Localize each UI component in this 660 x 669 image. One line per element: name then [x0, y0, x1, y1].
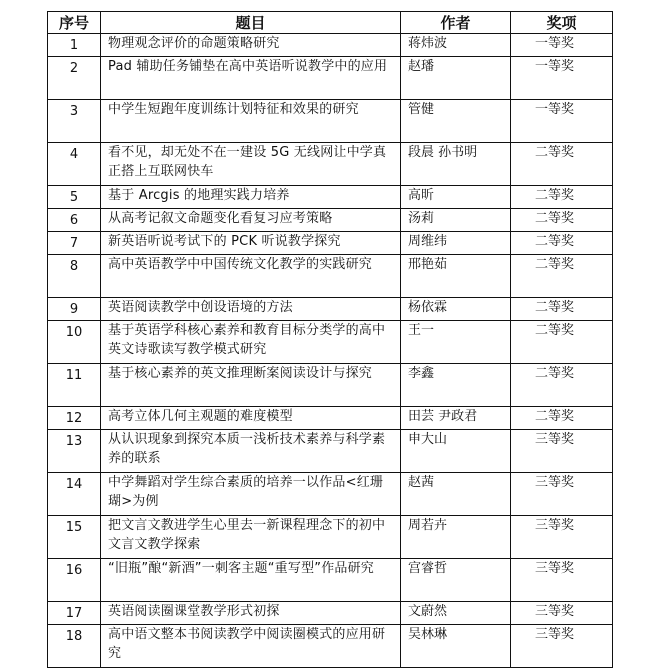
cell-no: 4: [48, 143, 101, 186]
cell-award: 二等奖: [511, 364, 613, 407]
table-row: [48, 298, 613, 321]
cell-no: 15: [48, 516, 101, 559]
cell-no: 13: [48, 430, 101, 473]
table-row: [48, 255, 613, 298]
cell-title: 基于英语学科核心素养和教育目标分类学的高中英文诗歌读写教学模式研究: [101, 321, 401, 364]
table-row: [48, 602, 613, 625]
cell-author: 邢艳茹: [401, 255, 511, 298]
cell-title: 英语阅读教学中创设语境的方法: [101, 298, 401, 321]
cell-title: Pad 辅助任务铺垫在高中英语听说教学中的应用: [101, 57, 401, 100]
cell-author: 蒋炜波: [401, 34, 511, 57]
cell-author: 周维纬: [401, 232, 511, 255]
table-row: [48, 364, 613, 407]
cell-title: 物理观念评价的命题策略研究: [101, 34, 401, 57]
cell-award: 三等奖: [511, 473, 613, 516]
table-row: [48, 34, 613, 57]
cell-author: 段晨 孙书明: [401, 143, 511, 186]
cell-no: 7: [48, 232, 101, 255]
header-award: 奖项: [511, 12, 613, 34]
cell-title: “旧瓶”酿“新酒”一刺客主题“重写型”作品研究: [101, 559, 401, 602]
cell-award: 二等奖: [511, 143, 613, 186]
cell-award: 二等奖: [511, 255, 613, 298]
cell-no: 14: [48, 473, 101, 516]
table-row: [48, 407, 613, 430]
cell-author: 管健: [401, 100, 511, 143]
cell-no: 5: [48, 186, 101, 209]
cell-author: 周若卉: [401, 516, 511, 559]
cell-award: 二等奖: [511, 186, 613, 209]
cell-award: 二等奖: [511, 321, 613, 364]
table-row: [48, 473, 613, 516]
cell-title: 中学舞蹈对学生综合素质的培养一以作品<红珊瑚>为例: [101, 473, 401, 516]
cell-title: 新英语听说考试下的 PCK 听说教学探究: [101, 232, 401, 255]
table-row: [48, 430, 613, 473]
cell-no: 3: [48, 100, 101, 143]
cell-no: 17: [48, 602, 101, 625]
table-row: [48, 559, 613, 602]
awards-table: [47, 11, 613, 668]
cell-author: 王一: [401, 321, 511, 364]
cell-no: 18: [48, 625, 101, 668]
cell-award: 三等奖: [511, 559, 613, 602]
cell-no: 9: [48, 298, 101, 321]
cell-no: 8: [48, 255, 101, 298]
cell-title: 高考立体几何主观题的难度模型: [101, 407, 401, 430]
header-author: 作者: [401, 12, 511, 34]
table-row: [48, 100, 613, 143]
cell-author: 申大山: [401, 430, 511, 473]
cell-author: 宫睿哲: [401, 559, 511, 602]
cell-title: 高中语文整本书阅读教学中阅读圈模式的应用研究: [101, 625, 401, 668]
cell-title: 英语阅读圈课堂教学形式初探: [101, 602, 401, 625]
cell-author: 文蔚然: [401, 602, 511, 625]
cell-title: 从认识现象到探究本质一浅析技术素养与科学素养的联系: [101, 430, 401, 473]
header-title: 题目: [101, 12, 401, 34]
table-row: [48, 232, 613, 255]
cell-award: 一等奖: [511, 100, 613, 143]
cell-title: 把文言文教进学生心里去一新课程理念下的初中文言文教学探索: [101, 516, 401, 559]
cell-title: 看不见，却无处不在一建设 5G 无线网让中学真正搭上互联网快车: [101, 143, 401, 186]
cell-award: 二等奖: [511, 232, 613, 255]
cell-author: 田芸 尹政君: [401, 407, 511, 430]
cell-no: 2: [48, 57, 101, 100]
header-no: 序号: [48, 12, 101, 34]
table-row: [48, 209, 613, 232]
table-row: [48, 186, 613, 209]
cell-award: 一等奖: [511, 34, 613, 57]
cell-no: 6: [48, 209, 101, 232]
cell-author: 赵茜: [401, 473, 511, 516]
cell-no: 1: [48, 34, 101, 57]
cell-author: 高昕: [401, 186, 511, 209]
cell-no: 10: [48, 321, 101, 364]
cell-author: 汤莉: [401, 209, 511, 232]
table-row: [48, 516, 613, 559]
cell-award: 三等奖: [511, 625, 613, 668]
cell-author: 吴林琳: [401, 625, 511, 668]
cell-no: 11: [48, 364, 101, 407]
cell-award: 二等奖: [511, 407, 613, 430]
cell-no: 16: [48, 559, 101, 602]
cell-title: 中学生短跑年度训练计划特征和效果的研究: [101, 100, 401, 143]
table-row: [48, 143, 613, 186]
cell-award: 一等奖: [511, 57, 613, 100]
cell-author: 杨依霖: [401, 298, 511, 321]
cell-award: 二等奖: [511, 298, 613, 321]
cell-award: 三等奖: [511, 516, 613, 559]
cell-award: 三等奖: [511, 602, 613, 625]
cell-no: 12: [48, 407, 101, 430]
cell-title: 基于 Arcgis 的地理实践力培养: [101, 186, 401, 209]
table-row: [48, 57, 613, 100]
header-row: [48, 12, 613, 34]
cell-award: 二等奖: [511, 209, 613, 232]
cell-title: 从高考记叙文命题变化看复习应考策略: [101, 209, 401, 232]
cell-author: 赵璠: [401, 57, 511, 100]
cell-award: 三等奖: [511, 430, 613, 473]
cell-title: 基于核心素养的英文推理断案阅读设计与探究: [101, 364, 401, 407]
cell-author: 李鑫: [401, 364, 511, 407]
cell-title: 高中英语教学中中国传统文化教学的实践研究: [101, 255, 401, 298]
table-row: [48, 625, 613, 668]
table-row: [48, 321, 613, 364]
